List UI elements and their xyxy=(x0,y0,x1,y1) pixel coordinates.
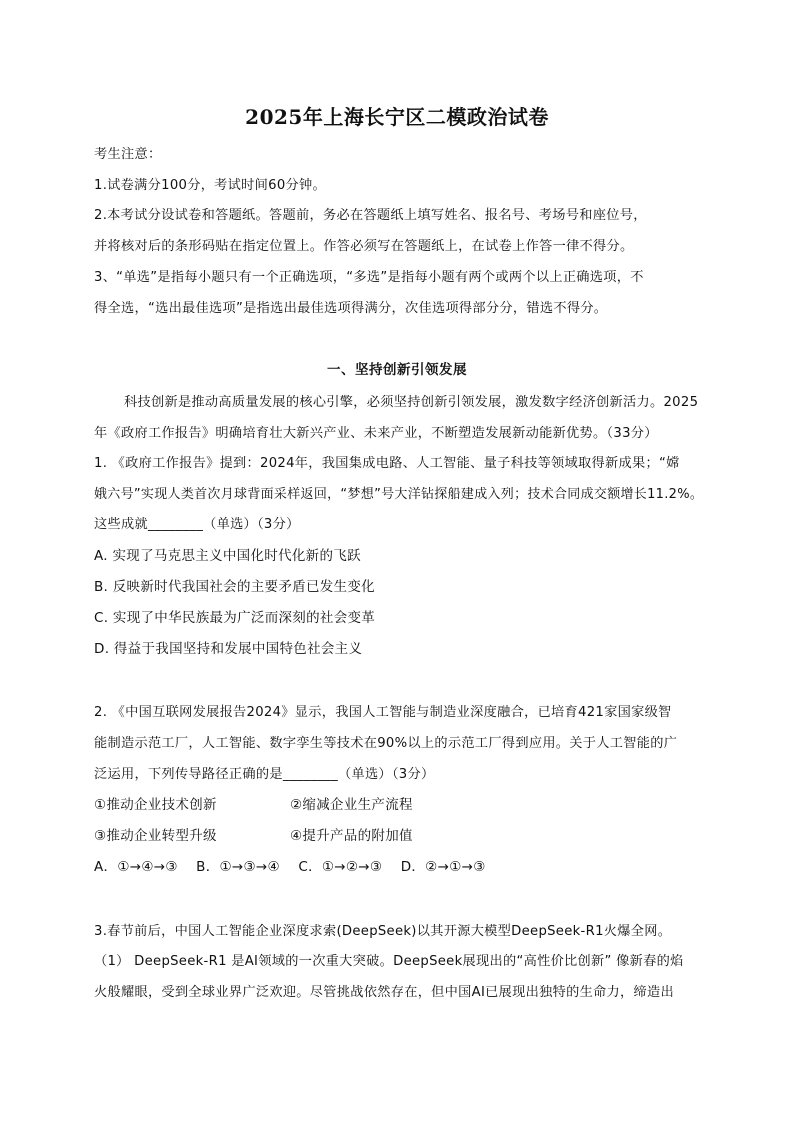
q2-item-1: ①推动企业技术创新 xyxy=(94,797,217,813)
q3-stem: （1） DeepSeek-R1 是AI领域的一次重大突破。DeepSeek展现出的“高性价比创新” 像新春的焰 xyxy=(94,954,684,969)
notice-line: 1.试卷满分100分，考试时间60分钟。 xyxy=(94,178,326,193)
q2-item-2: ②缩减企业生产流程 xyxy=(290,797,413,813)
q1-option-a: A. 实现了马克思主义中国化时代化新的飞跃 xyxy=(94,548,361,564)
notice-line: 2.本考试分设试卷和答题纸。答题前，务必在答题纸上填写姓名、报名号、考场号和座位号， xyxy=(94,208,647,223)
q1-option-d: D. 得益于我国坚持和发展中国特色社会主义 xyxy=(94,641,363,657)
q1-stem: 1. 《政府工作报告》提到：2024年，我国集成电路、人工智能、量子科技等领域取得新成果；“嫦 xyxy=(94,456,680,471)
q1-option-b: B. 反映新时代我国社会的主要矛盾已发生变化 xyxy=(94,579,375,595)
notice-line: 3、“单选”是指每小题只有一个正确选项，“多选”是指每小题有两个或两个以上正确选项，不 xyxy=(94,270,644,285)
notice-line: 并将核对后的条形码贴在指定位置上。作答必须写在答题纸上，在试卷上作答一律不得分。 xyxy=(94,239,634,254)
q3-stem: 3.春节前后，中国人工智能企业深度求索(DeepSeek)以其开源大模型DeepSeek-R1火爆全网。 xyxy=(94,924,672,939)
q2-options: A．①→④→③ B．①→③→④ C．①→②→③ D．②→①→③ xyxy=(94,859,486,875)
q2-item-3: ③推动企业转型升级 xyxy=(94,828,217,844)
q2-stem: 2. 《中国互联网发展报告2024》显示，我国人工智能与制造业深度融合，已培育421家国家级智 xyxy=(94,705,672,720)
q1-option-c: C. 实现了中华民族最为广泛而深刻的社会变革 xyxy=(94,610,376,626)
section-intro: 科技创新是推动高质量发展的核心引擎，必须坚持创新引领发展，激发数字经济创新活力。2025 xyxy=(124,395,699,410)
q3-stem: 火般耀眼，受到全球业界广泛欢迎。尽管挑战依然存在，但中国AI已展现出独特的生命力，缔造出 xyxy=(94,985,674,1000)
q1-stem: 这些成就________（单选）（3分） xyxy=(94,517,300,532)
q2-item-4: ④提升产品的附加值 xyxy=(290,828,413,844)
section-intro: 年《政府工作报告》明确培育壮大新兴产业、未来产业，不断塑造发展新动能新优势。（33分） xyxy=(94,426,658,441)
section-title: 一、坚持创新引领发展 xyxy=(327,362,467,378)
notice-heading: 考生注意： xyxy=(94,147,162,162)
q2-stem: 能制造示范工厂，人工智能、数字孪生等技术在90%以上的示范工厂得到应用。关于人工智能的广 xyxy=(94,736,678,751)
exam-title: 2025年上海长宁区二模政治试卷 xyxy=(245,105,549,129)
notice-line: 得全选，“选出最佳选项”是指选出最佳选项得满分，次佳选项得部分分，错选不得分。 xyxy=(94,301,608,316)
q1-stem: 娥六号”实现人类首次月球背面采样返回，“梦想”号大洋钻探船建成入列；技术合同成交额增长11.2%。 xyxy=(94,487,704,502)
q2-stem: 泛运用，下列传导路径正确的是________（单选）（3分） xyxy=(94,767,435,782)
